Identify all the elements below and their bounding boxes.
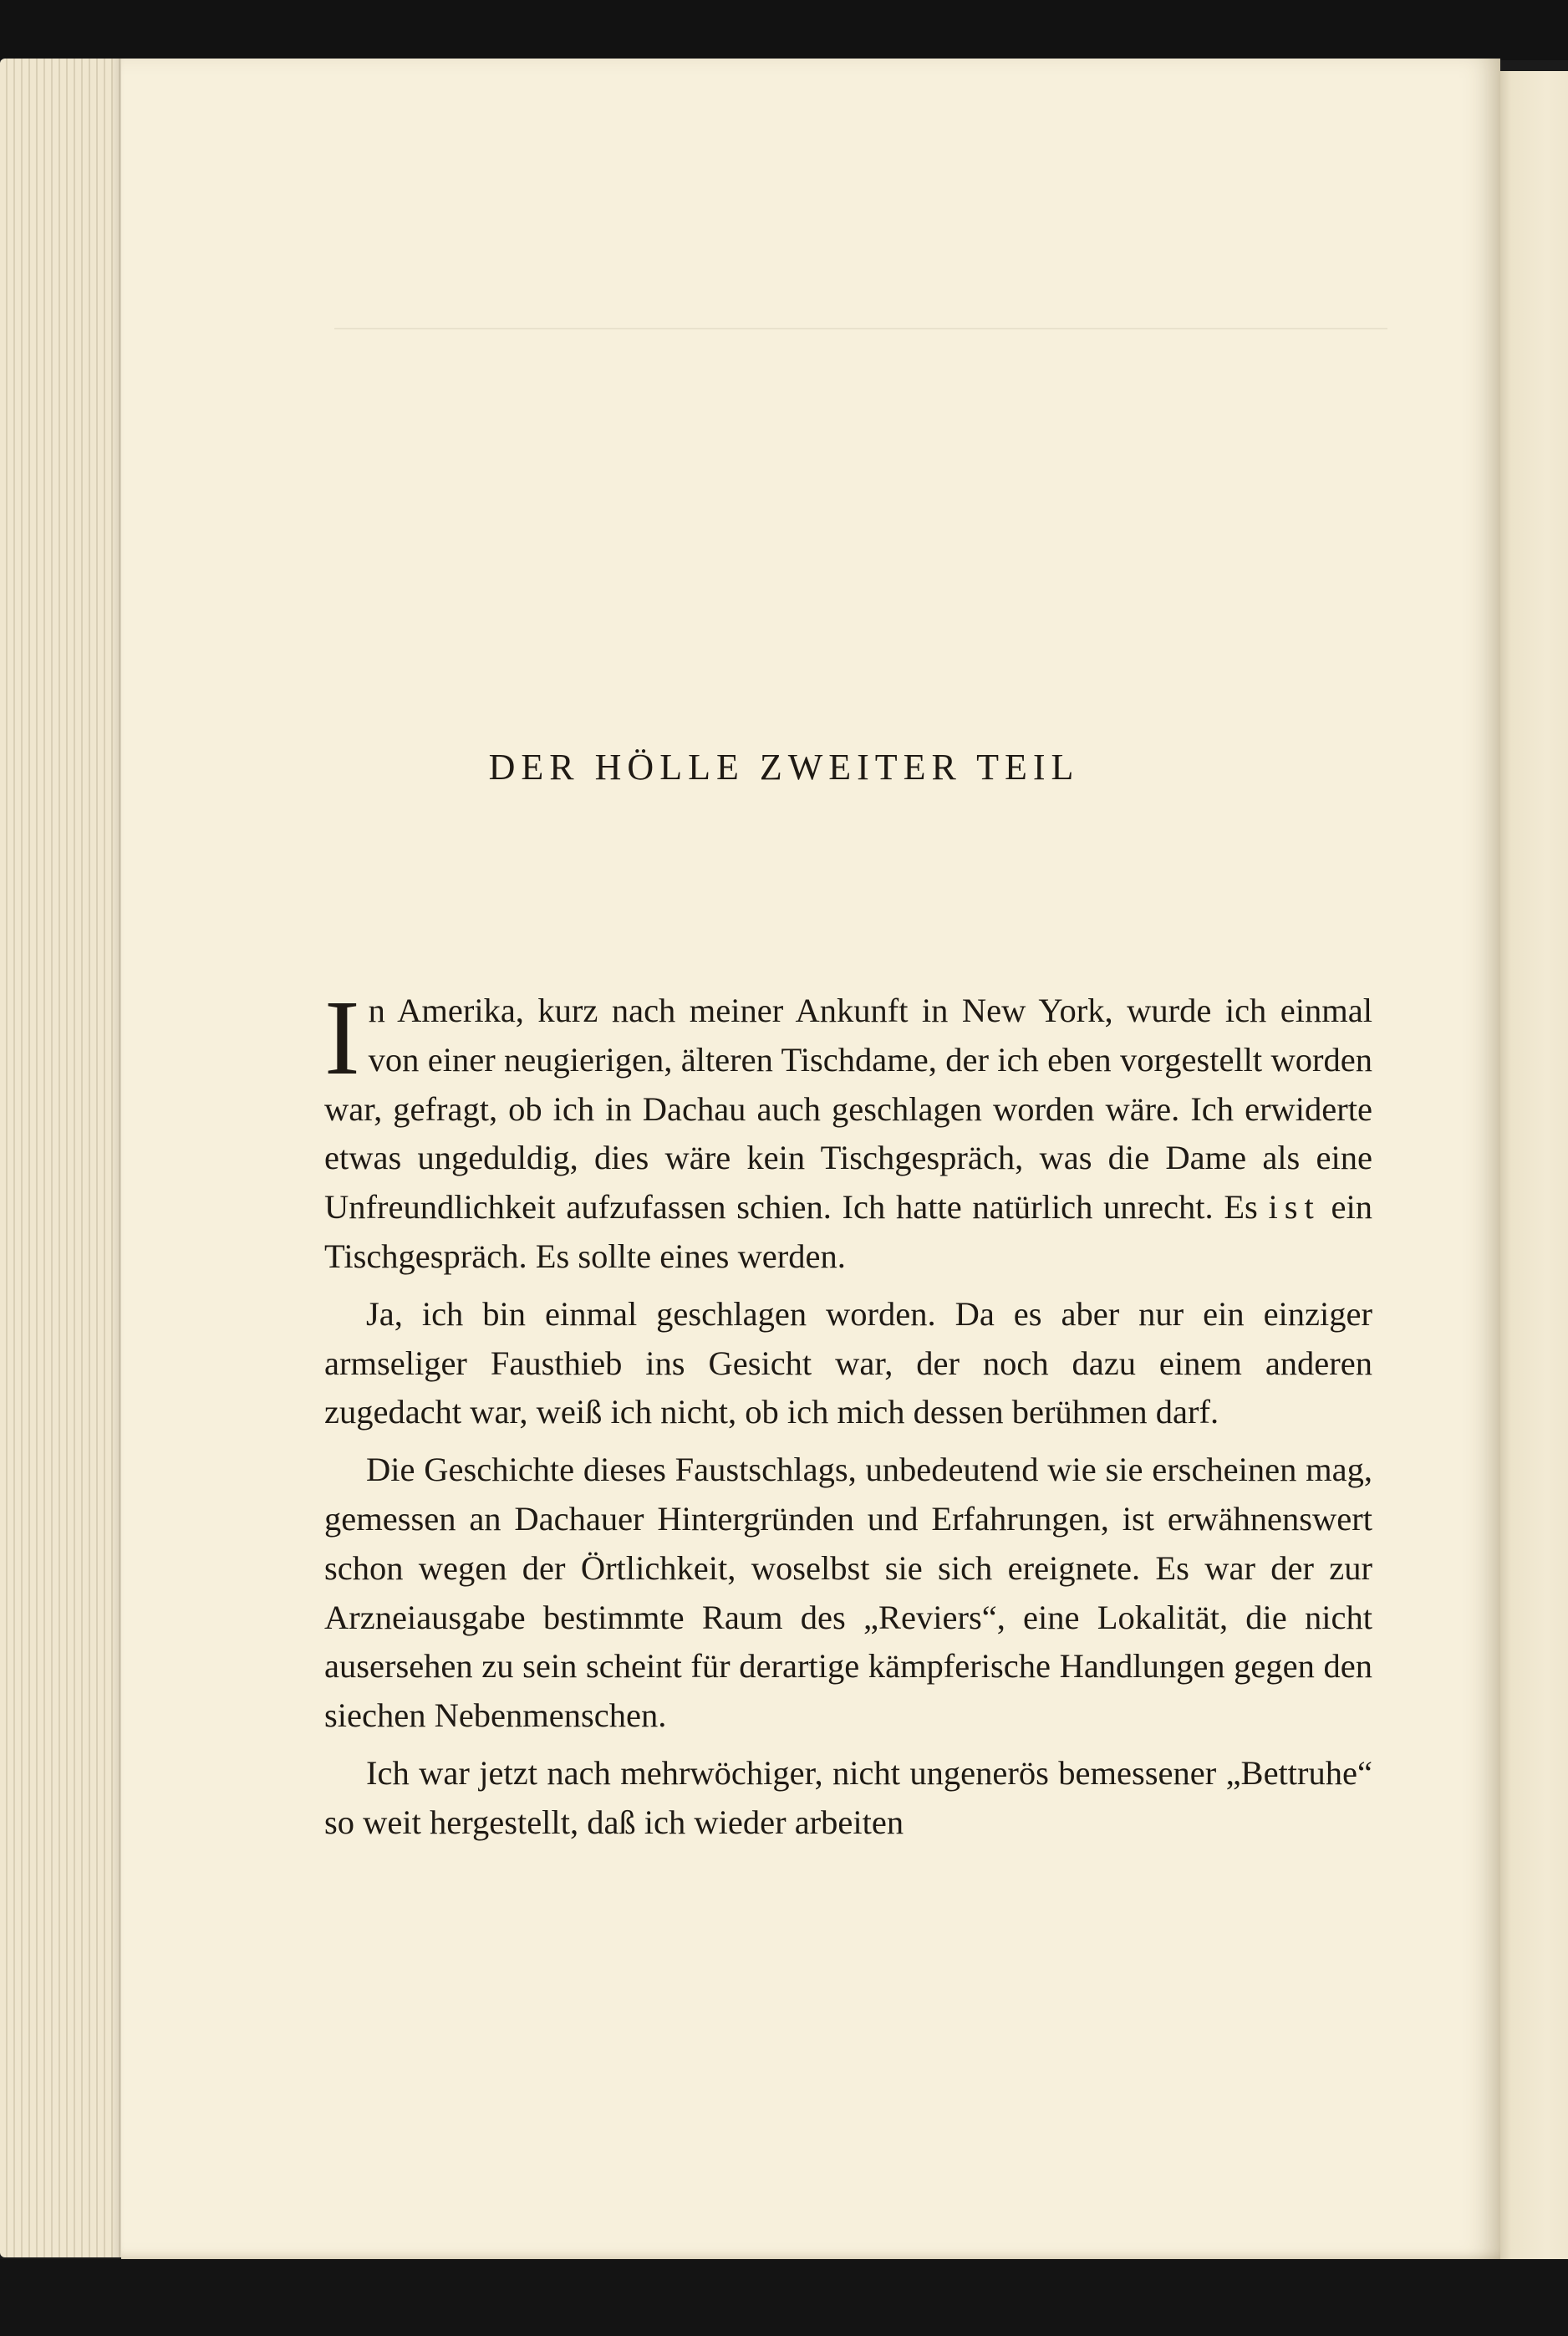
bleed-through-header bbox=[334, 269, 1387, 329]
chapter-body bbox=[324, 978, 1373, 1856]
paragraph-1 bbox=[324, 978, 1373, 1282]
emphasis-ist: ist bbox=[1268, 1188, 1321, 1227]
paragraph-1-text: n Amerika, kurz nach meiner Ankunft in New York, wurde ich einmal von einer neugierigen, älteren Tischdame, der ich eben vorgestellt worden war, gefragt, ob ich in Dachau auch geschlagen worden wäre. Ich erwiderte etwas ungeduldig, dies wäre kein Tischgespräch, was die Dame als eine Unfreundlichkeit aufzufassen schien. Ich hatte natürlich unrecht. Es bbox=[324, 992, 1372, 1227]
paragraph-4: Ich war jetzt nach mehrwöchiger, nicht ungenerös bemessener „Bettruhe“ so weit hergestellt, daß ich wieder arbeiten bbox=[324, 1753, 1372, 1841]
scan-bottom-border bbox=[0, 2259, 1568, 2336]
paragraph-2: Ja, ich bin einmal geschlagen worden. Da es aber nur ein einziger armseliger Fausthieb ins Gesicht war, der noch dazu einem anderen zugedacht war, weiß ich nicht, ob ich mich dessen berühmen darf. bbox=[324, 1294, 1372, 1431]
paragraph-3: Die Geschichte dieses Faustschlags, unbedeutend wie sie erscheinen mag, gemessen an Dachauer Hintergründen und Erfahrungen, ist erwähnenswert schon wegen der Örtlichkeit, woselbst sie sich ereignete. Es war der zur Arzneiausgabe bestimmte Raum des „Reviers“, eine Lokalität, die nicht ausersehen zu sein scheint für derartige kämpferische Handlungen gegen den siechen Nebenmenschen. bbox=[324, 1451, 1372, 1735]
paragraph-1-text-end: ein Tischgespräch. Es sollte eines werden. bbox=[324, 1188, 1373, 1275]
facing-page-edge bbox=[1496, 71, 1568, 2262]
drop-cap: I bbox=[324, 978, 360, 1097]
scan-top-border bbox=[0, 0, 1568, 60]
chapter-title: DER HÖLLE ZWEITER TEIL bbox=[488, 747, 1080, 788]
book-page-edges bbox=[0, 59, 125, 2257]
